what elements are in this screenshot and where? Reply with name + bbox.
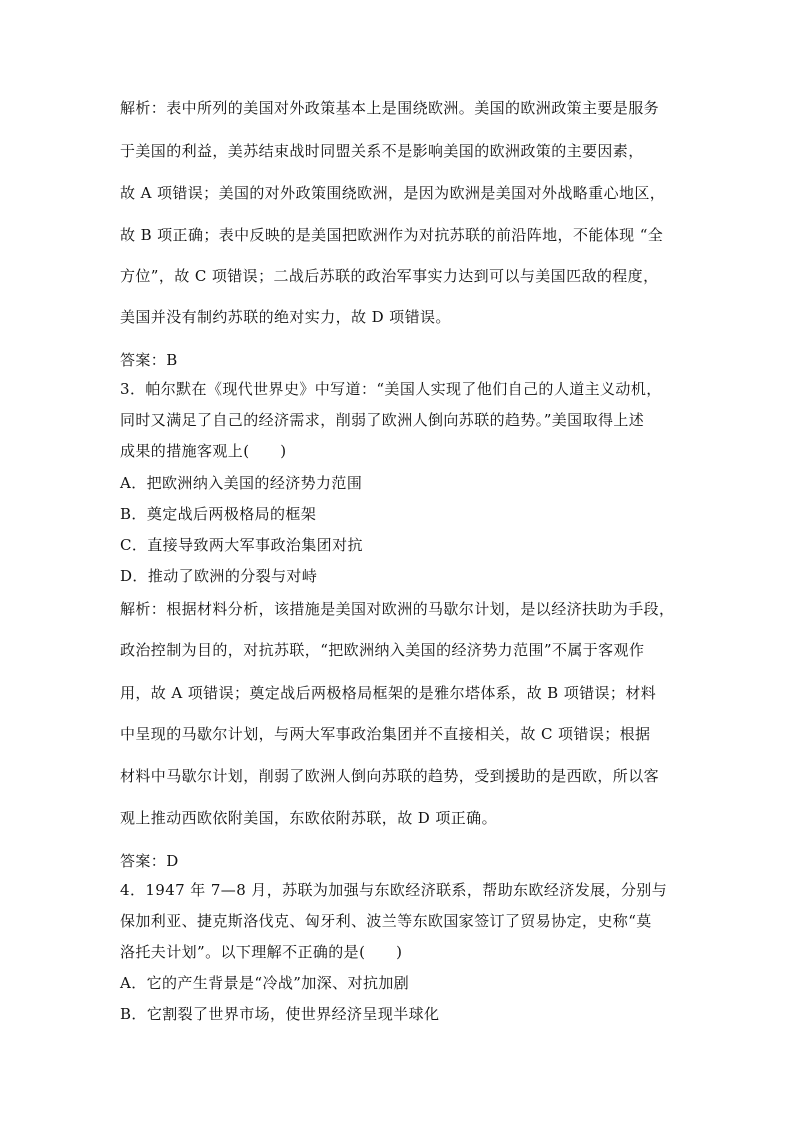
explanation-line: 材料中马歇尔计划，削弱了欧洲人倒向苏联的趋势，受到援助的是西欧，所以客 (120, 767, 660, 785)
question-stem-line: 洛托夫计划”。以下理解不正确的是( ) (120, 943, 403, 961)
option-b: B．它割裂了世界市场，使世界经济呈现半球化 (120, 1005, 440, 1023)
explanation-line: 故 A 项错误；美国的对外政策围绕欧洲，是因为欧洲是美国对外战略重心地区， (120, 184, 666, 202)
explanation-line: 方位”，故 C 项错误；二战后苏联的政治军事实力达到可以与美国匹敌的程度， (120, 267, 659, 285)
question-stem-line: 保加利亚、捷克斯洛伐克、匈牙利、波兰等东欧国家签订了贸易协定，史称“莫 (120, 912, 652, 930)
question-stem-line: 同时又满足了自己的经济需求，削弱了欧洲人倒向苏联的趋势。”美国取得上述 (120, 411, 645, 429)
explanation-line: 用，故 A 项错误；奠定战后两极格局框架的是雅尔塔体系，故 B 项错误；材料 (120, 684, 657, 702)
option-c: C．直接导致两大军事政治集团对抗 (120, 536, 363, 554)
explanation-line: 于美国的利益，美苏结束战时同盟关系不是影响美国的欧洲政策的主要因素， (120, 142, 644, 160)
option-d: D．推动了欧洲的分裂与对峙 (120, 567, 318, 585)
explanation-line: 解析：表中所列的美国对外政策基本上是围绕欧洲。美国的欧洲政策主要是服务 (120, 99, 660, 117)
option-b: B．奠定战后两极格局的框架 (120, 505, 317, 523)
explanation-line: 美国并没有制约苏联的绝对实力，故 D 项错误。 (120, 308, 451, 326)
explanation-line: 中呈现的马歇尔计划，与两大军事政治集团并不直接相关，故 C 项错误；根据 (120, 725, 651, 743)
question-stem-line: 成果的措施客观上( ) (120, 442, 287, 460)
answer-line: 答案：D (120, 852, 179, 870)
explanation-line: 观上推动西欧依附美国，东欧依附苏联，故 D 项正确。 (120, 809, 497, 827)
option-a: A．把欧洲纳入美国的经济势力范围 (120, 474, 363, 492)
explanation-line: 解析：根据材料分析，该措施是美国对欧洲的马歇尔计划，是以经济扶助为手段， (120, 600, 675, 618)
answer-line: 答案：B (120, 351, 178, 369)
question-stem-line: 4．1947 年 7—8 月，苏联为加强与东欧经济联系，帮助东欧经济发展，分别与 (120, 881, 668, 899)
explanation-line: 故 B 项正确；表中反映的是美国把欧洲作为对抗苏联的前沿阵地，不能体现 “全 (120, 226, 664, 244)
explanation-line: 政治控制为目的，对抗苏联，“把欧洲纳入美国的经济势力范围”不属于客观作 (120, 641, 645, 659)
question-stem-line: 3．帕尔默在《现代世界史》中写道：“美国人实现了他们自己的人道主义动机， (120, 380, 662, 398)
option-a: A．它的产生背景是“冷战”加深、对抗加剧 (120, 974, 410, 992)
